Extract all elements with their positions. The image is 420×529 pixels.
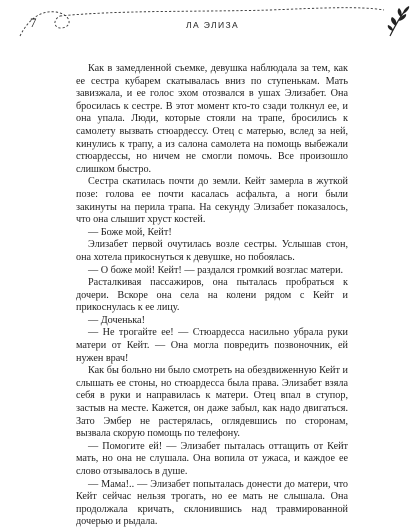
body-text <box>76 63 348 529</box>
paragraph: — О боже мой! Кейт! — раздался громкий возглас матери. <box>88 264 344 276</box>
paragraph: — Мама!.. — Элизабет попыталась донести до матери, что Кейт сейчас нельзя трогать, но ее мать не слышала. Она продолжала кричать, склонившись над травмированной дочерью и рыдала. <box>76 478 348 528</box>
page-number: 7 <box>30 15 37 30</box>
paragraph: — Боже мой, Кейт! <box>88 226 172 238</box>
plant-sprig-icon <box>388 6 409 36</box>
running-head: ЛА ЭЛИЗА <box>186 20 240 30</box>
paragraph: Как в замедленной съемке, девушка наблюдала за тем, как ее сестра кубарем скатывалась вниз по ступенькам. Мать завизжала, и ее голос эхом отозвался в ушах Элизабет. Она бросилась к сестре. В этот момент кто-то сзади толкнул ее, и она упала. Люди, которые стояли на трапе, бросились к самолету вызвать стюардессу. Отец с матерью, вслед за ней, кинулись к трапу, а из салона самолета на помощь выбежали стюардессы, но ничем не смогли помочь. Все произошло слишком быстро. <box>76 63 348 175</box>
paragraph: Элизабет первой очутилась возле сестры. Услышав стон, она хотела прикоснуться к девушке, но побоялась. <box>76 239 348 263</box>
paragraph: — Помогите ей! — Элизабет пыталась оттащить от Кейт мать, но она не слушала. Она вопила от ужаса, и каждое ее слово отзывалось в душе. <box>76 440 348 477</box>
paragraph: Расталкивая пассажиров, она пыталась пробраться к дочери. Вскоре она села на колени рядом с Кейт и прикоснулась к ее лицу. <box>76 277 348 314</box>
paragraph: — Не трогайте ее! — Стюардесса насильно убрала руки матери от Кейт. — Она могла повредить позвоночник, ей нужен врач! <box>76 327 348 364</box>
paragraph: Сестра скатилась почти до земли. Кейт замерла в жуткой позе: голова ее почти касалась асфальта, а ноги были закинуты на перила трапа. На секунду Элизабет показалось, что она слышит хруст костей. <box>76 176 348 226</box>
paragraph: Как бы больно ни было смотреть на обездвиженную Кейт и слышать ее стоны, но стюардесса была права. Элизабет взяла себя в руки и направилась к матери. Отец впал в ступор, застыв на месте. Кажется, он даже забыл, как надо двигаться. Зато Эмбер не растерялась, оглядевшись по сторонам, вызвала скорую помощь по телефону. <box>76 365 348 440</box>
paragraph: — Доченька! <box>88 314 145 326</box>
dashed-header-line <box>60 8 384 16</box>
